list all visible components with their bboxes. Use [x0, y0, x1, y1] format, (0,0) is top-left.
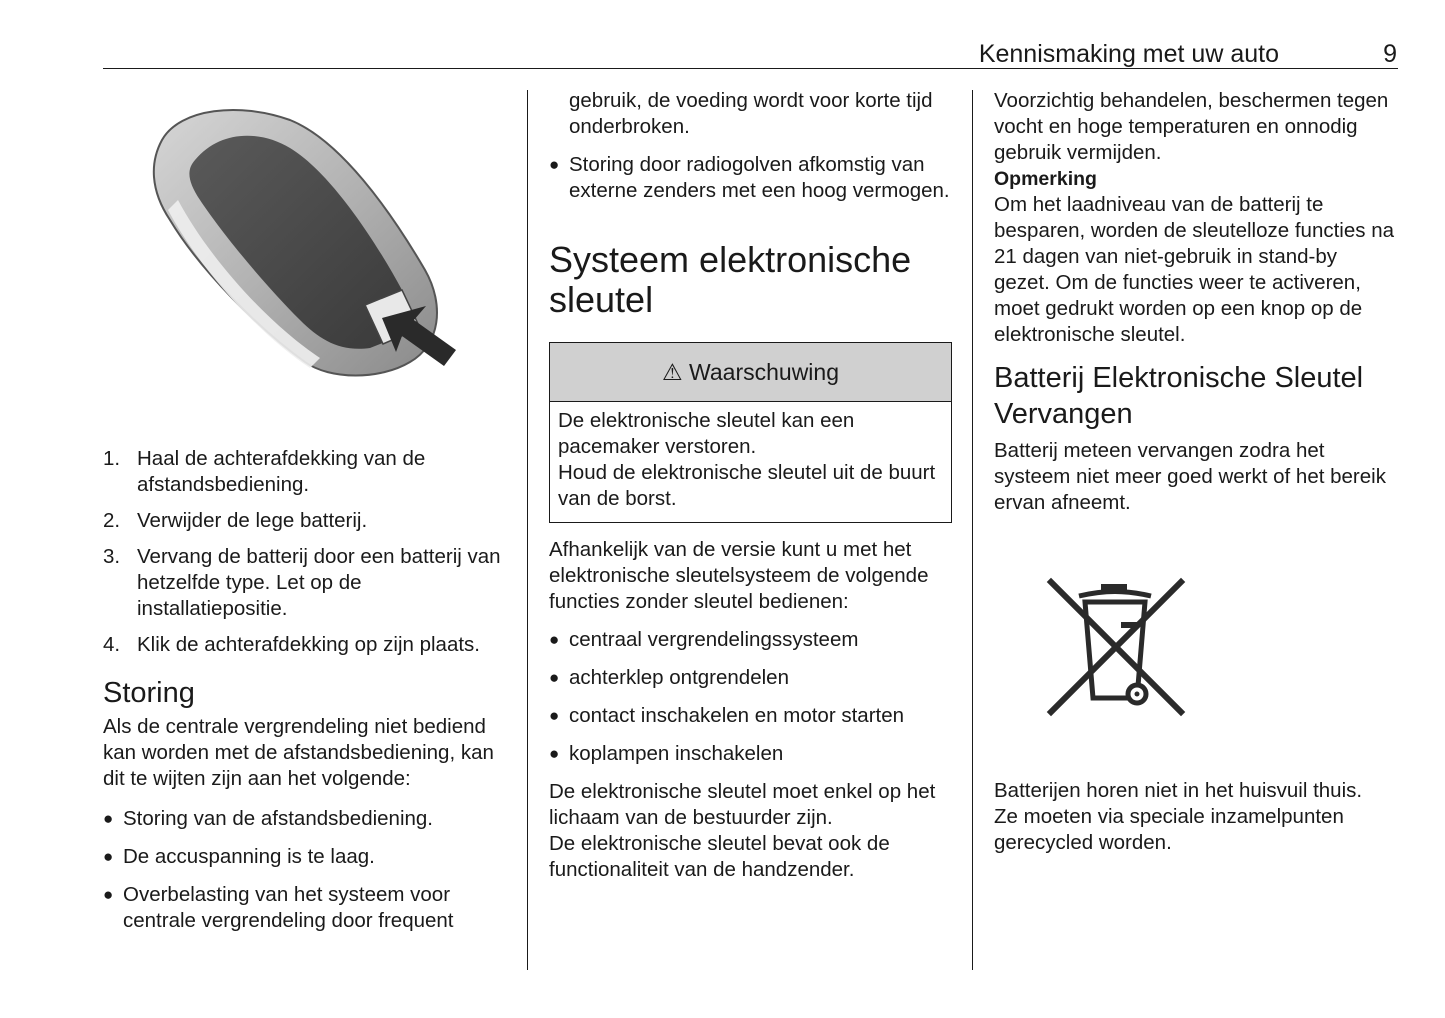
warning-body — [550, 402, 951, 522]
step-number: 4. — [103, 633, 121, 656]
list-item: ● contact inschakelen en motor starten — [549, 703, 952, 729]
warning-title: Waarschuwing — [689, 359, 839, 385]
step-number: 2. — [103, 509, 121, 532]
column-3 — [994, 88, 1398, 516]
section-heading-electronic-key: Systeem elektronische sleutel — [549, 239, 912, 320]
step-text: Verwijder de lege batterij. — [137, 509, 368, 532]
warning-triangle-icon: ⚠ — [662, 359, 683, 385]
section-heading-battery: Batterij Elektronische Sleutel Vervangen — [994, 362, 1364, 430]
steps-list — [103, 446, 513, 658]
warning-header — [550, 343, 951, 402]
step-item — [103, 508, 513, 534]
warning-text: Houd de elektronische sleutel uit de buurt van de borst. — [558, 461, 936, 510]
list-item: ● koplampen inschakelen — [549, 741, 952, 767]
step-text: Klik de achterafdekking op zijn plaats. — [137, 633, 481, 656]
step-item — [103, 446, 513, 498]
header-rule — [103, 68, 1398, 69]
key-fob-illustration — [140, 100, 470, 390]
disposal-text-block — [994, 778, 1398, 856]
functions-list — [549, 627, 952, 767]
page-number: 9 — [1383, 40, 1397, 68]
note-label: Opmerking — [994, 168, 1097, 190]
step-text: Vervang de batterij door een batterij van hetzelfde type. Let op de installatiepositie. — [137, 545, 501, 620]
continuation-text: gebruik, de voeding wordt voor korte tijd onderbroken. — [569, 89, 933, 138]
step-number: 3. — [103, 545, 121, 568]
crossed-bin-icon — [1045, 576, 1187, 718]
column-divider-2 — [972, 90, 973, 970]
list-item: ● Overbelasting van het systeem voor centrale vergrendeling door frequent — [103, 882, 513, 934]
list-item: ● De accuspanning is te laag. — [103, 844, 513, 870]
step-item — [103, 544, 513, 622]
list-item: ● Storing van de afstandsbediening. — [103, 806, 513, 832]
note-text: Om het laadniveau van de batterij te besparen, worden de sleutelloze functies na 21 dagen van niet-gebruik in stand-by gezet. Om de functies weer te activeren, moet gedrukt worden op een knop op de elektronische sleutel. — [994, 193, 1395, 346]
step-item — [103, 632, 513, 658]
list-item: ● centraal vergrendelingssysteem — [549, 627, 952, 653]
column-divider-1 — [527, 90, 528, 970]
storing-causes-list — [103, 806, 513, 934]
storing-intro: Als de centrale vergrendeling niet bediend kan worden met de afstandsbediening, kan dit te wijten zijn aan het volgende: — [103, 715, 494, 790]
warning-box — [549, 342, 952, 523]
disposal-text: Batterijen horen niet in het huisvuil thuis. — [994, 779, 1363, 802]
storing-heading: Storing — [103, 677, 195, 709]
step-text: Haal de achterafdekking van de afstandsbediening. — [137, 447, 426, 496]
step-number: 1. — [103, 447, 121, 470]
column-2 — [549, 88, 952, 883]
functions-intro: Afhankelijk van de versie kunt u met het elektronische sleutelsysteem de volgende functies zonder sleutel bedienen: — [549, 538, 929, 613]
column-1 — [103, 446, 513, 946]
storing-causes-list-continued — [549, 152, 952, 204]
warning-text: De elektronische sleutel kan een pacemaker verstoren. — [558, 409, 855, 458]
replace-text: Batterij meteen vervangen zodra het systeem niet meer goed werkt of het bereik ervan afneemt. — [994, 439, 1386, 514]
care-text: Voorzichtig behandelen, beschermen tegen vocht en hoge temperaturen en onnodig gebruik vermijden. — [994, 89, 1389, 164]
closing-text: De elektronische sleutel moet enkel op het lichaam van de bestuurder zijn. — [549, 780, 936, 829]
list-item: ● Storing door radiogolven afkomstig van externe zenders met een hoog vermogen. — [549, 152, 952, 204]
closing-text: De elektronische sleutel bevat ook de functionaliteit van de handzender. — [549, 832, 890, 881]
page-header-title: Kennismaking met uw auto — [978, 40, 1279, 68]
list-item: ● achterklep ontgrendelen — [549, 665, 952, 691]
disposal-text: Ze moeten via speciale inzamelpunten gerecycled worden. — [994, 805, 1344, 854]
